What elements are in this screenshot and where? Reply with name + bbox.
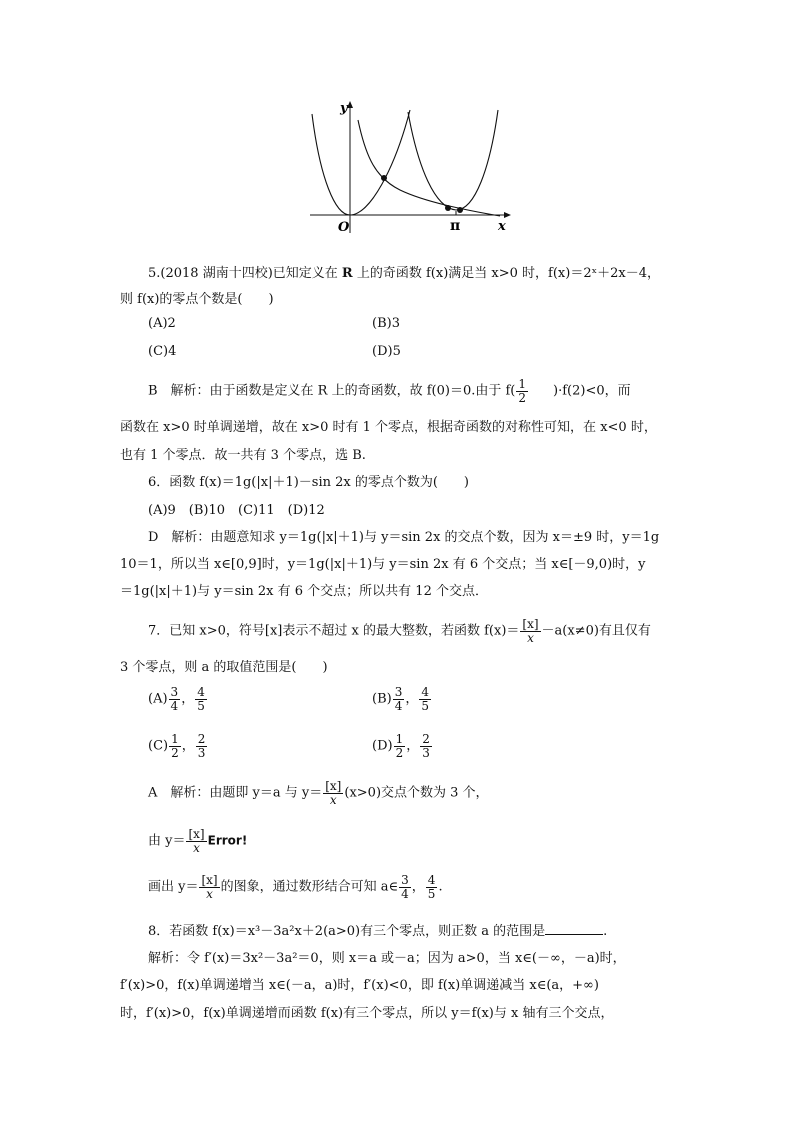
q5-option-a: (A)2 (148, 316, 176, 331)
answer-blank (545, 922, 603, 935)
x-axis-label: x (498, 219, 506, 234)
q8-stem: 8．若函数 f(x)＝x³－3a²x＋2(a>0)有三个零点，则正数 a 的范围是 . (148, 924, 608, 939)
curve-left-u (312, 110, 410, 215)
q6-stem: 6．函数 f(x)＝1g(|x|＋1)－sin 2x 的零点个数为( ) (148, 475, 470, 490)
q7-option-c: (C) $\frac{1}{2}$ ， $\frac{2}{3}$ (148, 732, 206, 760)
q5-option-d: (D)5 (372, 344, 401, 359)
intersection-point (457, 207, 463, 213)
fraction: $\frac{1}{2}$ (518, 377, 527, 405)
y-axis-label: y (340, 101, 348, 116)
q5-answer-line3: 也有 1 个零点．故一共有 3 个零点，选 B. (120, 448, 366, 463)
curve-right-u (408, 110, 498, 210)
pi-label: π (450, 218, 461, 234)
q8-solution-line1: 解析：令 f′(x)＝3x²－3a²＝0，则 x＝a 或－a；因为 a>0，当 x∈(－∞，－a)时， (148, 951, 626, 966)
q6-answer-line3: ＝1g(|x|＋1)与 y＝sin 2x 有 6 个交点；所以共有 12 个交点． (120, 584, 488, 599)
q7-option-d: (D) $\frac{1}{2}$ ， $\frac{2}{3}$ (372, 732, 430, 760)
q7-stem-line2: 3 个零点，则 a 的取值范围是( ) (120, 660, 328, 675)
q8-solution-line2: f′(x)>0，f(x)单调递增当 x∈(－a，a)时，f′(x)<0，即 f(x)单调递减当 x∈(a，+∞) (120, 978, 599, 993)
origin-label: O (338, 220, 350, 235)
q7-answer-line1: A 解析：由题即 y＝a 与 y＝ $\frac{[x]}{x}$ (x>0)交点个数为 3 个， (148, 779, 489, 807)
q8-solution-line3: 时，f′(x)>0，f(x)单调递增而函数 f(x)有三个零点，所以 y＝f(x)与 x 轴有三个交点， (120, 1006, 614, 1021)
q6-options: (A)9 (B)10 (C)11 (D)12 (148, 503, 325, 518)
q5-stem-line2: 则 f(x)的零点个数是( ) (120, 292, 274, 307)
intersection-point (381, 175, 387, 181)
q5-answer-line2: 函数在 x>0 时单调递增，故在 x>0 时有 1 个零点，根据奇函数的对称性可知，在 x<0 时， (120, 420, 657, 435)
q6-answer-line2: 10＝1，所以当 x∈[0,9]时，y＝1g(|x|＋1)与 y＝sin 2x 有 6 个交点；当 x∈[－9,0)时，y (120, 557, 646, 572)
q5-option-b: (B)3 (372, 316, 400, 331)
q7-answer-line2: 由 y＝ $\frac{[x]}{x}$ Error! (148, 827, 248, 855)
function-graph-figure (300, 98, 520, 238)
q5-option-c: (C)4 (148, 344, 177, 359)
q7-stem-line1: 7．已知 x>0，符号[x]表示不超过 x 的最大整数，若函数 f(x)＝ $\frac{[x]}{x}$ －a(x≠0)有且仅有 (148, 617, 651, 645)
q5-stem-line1: 5.(2018 湖南十四校)已知定义在 R 上的奇函数 f(x)满足当 x>0 时，f(x)＝2ˣ＋2x－4， (148, 266, 660, 281)
q6-answer-line1: D 解析：由题意知求 y＝1g(|x|＋1)与 y＝sin 2x 的交点个数，因为 x＝±9 时，y＝1g (148, 530, 660, 545)
fraction: $\frac{[x]}{x}$ (522, 617, 539, 645)
q7-option-a: (A) $\frac{3}{4}$ ， $\frac{4}{5}$ (148, 685, 205, 713)
curve-decreasing (358, 120, 500, 216)
intersection-point (445, 205, 451, 211)
q5-answer-line1: B 解析：由于函数是定义在 R 上的奇函数，故 f(0)＝0.由于 f( $\frac{1}{2}$ )·f(2)<0，而 (148, 377, 631, 405)
q7-option-b: (B) $\frac{3}{4}$ ， $\frac{4}{5}$ (372, 685, 429, 713)
q7-answer-line3: 画出 y＝ $\frac{[x]}{x}$ 的图象，通过数形结合可知 a∈ $\frac{3}{4}$ ， $\frac{4}{5}$ . (148, 873, 443, 901)
